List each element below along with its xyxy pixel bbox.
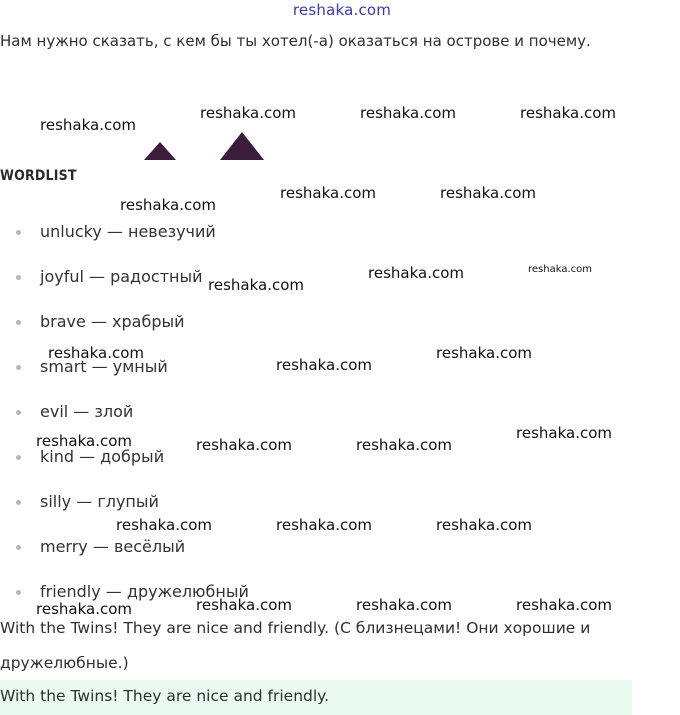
bullet-icon [16,545,21,550]
watermark: reshaka.com [516,424,612,442]
watermark: reshaka.com [368,264,464,282]
watermark: reshaka.com [196,596,292,614]
watermark: reshaka.com [356,436,452,454]
bullet-icon [16,365,21,370]
watermark: reshaka.com [276,516,372,534]
watermark: reshaka.com [208,276,304,294]
answer-text: With the Twins! They are nice and friendly. (С близнецами! Они хорошие и [0,619,591,637]
watermark: reshaka.com [436,344,532,362]
bullet-icon [16,275,21,280]
watermark: reshaka.com [436,516,532,534]
watermark: reshaka.com [516,596,612,614]
watermark: reshaka.com [36,600,132,618]
watermark: reshaka.com [440,184,536,202]
bullet-icon [16,320,21,325]
watermark: reshaka.com [196,436,292,454]
watermark: reshaka.com [520,104,616,122]
watermark: reshaka.com [200,104,296,122]
illustration-fragment [220,132,264,160]
watermark: reshaka.com [40,116,136,134]
watermark: reshaka.com [356,596,452,614]
watermark: reshaka.com [120,196,216,214]
watermark: reshaka.com [528,264,592,275]
answer-highlight-box [0,680,632,715]
bullet-icon [16,410,21,415]
watermark: reshaka.com [360,104,456,122]
watermark: reshaka.com [116,516,212,534]
answer-text-continued: дружелюбные.) [0,654,129,672]
site-logo-link[interactable]: reshaka.com [292,1,392,19]
bullet-icon [16,230,21,235]
watermark: reshaka.com [48,344,144,362]
highlighted-answer: With the Twins! They are nice and friendly. [0,687,330,705]
bullet-icon [16,455,21,460]
wordlist-heading: WORDLIST [0,168,77,184]
watermark: reshaka.com [276,356,372,374]
task-intro-text: Нам нужно сказать, с кем бы ты хотел(-а) оказаться на острове и почему. [0,32,591,50]
illustration-fragment [144,142,176,160]
bullet-icon [16,500,21,505]
watermark: reshaka.com [36,432,132,450]
watermark: reshaka.com [280,184,376,202]
bullet-icon [16,590,21,595]
